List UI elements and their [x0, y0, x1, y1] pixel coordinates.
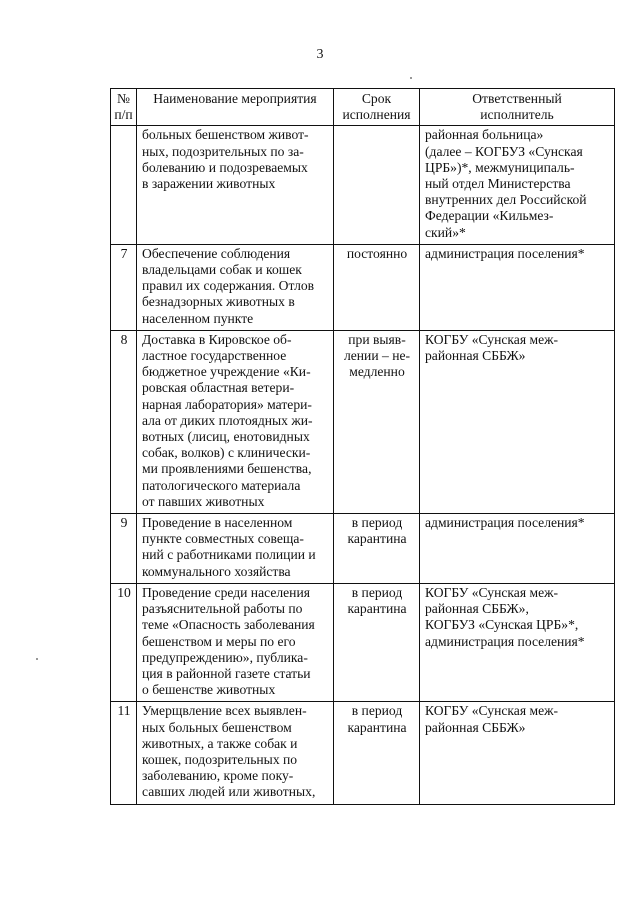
table-row: [111, 244, 615, 330]
measure-name-cell-line: животных, а также собак и: [142, 735, 298, 751]
table-row: [111, 583, 615, 701]
term-cell-line: в период: [351, 515, 403, 531]
executor-cell-line: районная СББЖ»: [425, 348, 526, 364]
measure-name-cell-line: в заражении животных: [142, 176, 276, 192]
term-cell-line: медленно: [349, 364, 405, 380]
table-row: [111, 330, 615, 513]
measure-name-cell-line: Доставка в Кировское об-: [142, 331, 292, 347]
measure-name-cell-line: нарная лаборатория» матери-: [142, 396, 312, 412]
executor-cell-line: КОГБУ «Сунская меж-: [425, 331, 559, 347]
measure-name-cell-line: Проведение в населенном: [142, 515, 293, 531]
term-cell: [334, 330, 420, 513]
term-cell: [334, 244, 420, 330]
executor-cell-line: (далее – КОГБУЗ «Сунская: [425, 143, 583, 159]
term-cell-line: карантина: [347, 531, 407, 547]
measure-name-cell-line: бюджетное учреждение «Ки-: [142, 364, 311, 380]
executor-cell: [420, 583, 615, 701]
header-term: Срок исполнения: [334, 89, 420, 126]
executor-cell: [420, 514, 615, 584]
executor-cell-line: ный отдел Министерства: [425, 176, 571, 192]
term-cell: [334, 702, 420, 804]
measure-name-cell: [137, 330, 334, 513]
measure-name-cell: [137, 583, 334, 701]
measure-name-cell-line: коммунального хозяйства: [142, 563, 291, 579]
executor-cell-line: районная больница»: [425, 127, 544, 143]
table-row: [111, 702, 615, 804]
measure-name-cell: [137, 514, 334, 584]
measure-name-cell-line: ных, подозрительных по за-: [142, 143, 304, 159]
measure-name-cell-line: ластное государственное: [142, 348, 287, 364]
executor-cell: [420, 330, 615, 513]
term-cell-line: в период: [351, 584, 403, 600]
measure-name-cell-line: Умерщвление всех выявлен-: [142, 703, 307, 719]
measure-name-cell-line: владельцами собак и кошек: [142, 262, 302, 278]
term-cell-line: карантина: [347, 719, 407, 735]
executor-cell-line: администрация поселения*: [425, 245, 585, 261]
measure-name-cell-line: о бешенстве животных: [142, 682, 276, 698]
term-cell-line: в период: [351, 703, 403, 719]
term-cell: [334, 514, 420, 584]
measure-name-cell-line: заболеванию, кроме поку-: [142, 768, 294, 784]
measure-name-cell-line: Обеспечение соблюдения: [142, 245, 291, 261]
measures-table: [110, 88, 615, 805]
measure-name-cell: [137, 126, 334, 244]
executor-cell-line: администрация поселения*: [425, 515, 585, 531]
measure-name-cell-line: от павших животных: [142, 493, 265, 509]
term-cell-line: лении – не-: [343, 348, 411, 364]
row-number: 7: [111, 244, 137, 330]
header-number: № п/п: [111, 89, 137, 126]
table-row: [111, 126, 615, 244]
term-cell: [334, 583, 420, 701]
executor-cell-line: ский»*: [425, 224, 466, 240]
executor-cell-line: районная СББЖ»,: [425, 601, 529, 617]
measure-name-cell-line: ровская областная ветери-: [142, 380, 295, 396]
row-number: 9: [111, 514, 137, 584]
row-number: 8: [111, 330, 137, 513]
table-body: [111, 126, 615, 804]
executor-cell: [420, 244, 615, 330]
measure-name-cell-line: пункте совместных совеща-: [142, 531, 304, 547]
scan-speck: [36, 658, 38, 660]
executor-cell-line: районная СББЖ»: [425, 719, 526, 735]
executor-cell-line: КОГБУ «Сунская меж-: [425, 703, 559, 719]
row-number: 11: [111, 702, 137, 804]
measure-name-cell-line: Проведение среди населения: [142, 584, 310, 600]
measure-name-cell-line: безнадзорных животных в: [142, 294, 295, 310]
measure-name-cell-line: ми проявлениями бешенства,: [142, 461, 312, 477]
table-row: [111, 514, 615, 584]
measure-name-cell-line: правил их содержания. Отлов: [142, 278, 315, 294]
measure-name-cell-line: разъяснительной работы по: [142, 601, 303, 617]
measure-name-cell-line: бешенством и меры по его: [142, 633, 296, 649]
row-number: [111, 126, 137, 244]
header-measure-name: Наименование мероприятия: [137, 89, 334, 126]
table-header-row: [111, 89, 615, 126]
executor-cell-line: внутренних дел Российской: [425, 192, 587, 208]
term-cell-line: при выяв-: [348, 331, 406, 347]
measure-name-cell-line: ний с работниками полиции и: [142, 547, 316, 563]
executor-cell-line: ЦРБ»)*, межмуниципаль-: [425, 159, 575, 175]
measure-name-cell-line: ных больных бешенством: [142, 719, 292, 735]
measure-name-cell-line: ала от диких плотоядных жи-: [142, 412, 313, 428]
measure-name-cell-line: собак, волков) с клинически-: [142, 445, 311, 461]
measure-name-cell-line: болеванию и подозреваемых: [142, 159, 308, 175]
executor-cell: [420, 702, 615, 804]
measure-name-cell-line: ция в районной газете статьи: [142, 665, 311, 681]
executor-cell-line: КОГБУЗ «Сунская ЦРБ»*,: [425, 617, 579, 633]
executor-cell-line: администрация поселения*: [425, 633, 585, 649]
executor-cell: [420, 126, 615, 244]
measure-name-cell-line: патологического материала: [142, 477, 301, 493]
executor-cell-line: КОГБУ «Сунская меж-: [425, 584, 559, 600]
measure-name-cell-line: теме «Опасность заболевания: [142, 617, 315, 633]
term-cell: [334, 126, 420, 244]
term-cell-line: постоянно: [346, 245, 408, 261]
row-number: 10: [111, 583, 137, 701]
measure-name-cell-line: савших людей или животных,: [142, 784, 316, 800]
term-cell-line: карантина: [347, 601, 407, 617]
scan-speck: [410, 77, 412, 79]
measure-name-cell-line: больных бешенством живот-: [142, 127, 309, 143]
measure-name-cell-line: кошек, подозрительных по: [142, 751, 298, 767]
measure-name-cell: [137, 702, 334, 804]
page-number: 3: [316, 47, 324, 62]
measure-name-cell-line: предупреждению», публика-: [142, 649, 308, 665]
measure-name-cell: [137, 244, 334, 330]
measure-name-cell-line: населенном пункте: [142, 310, 254, 326]
measure-name-cell-line: вотных (лисиц, енотовидных: [142, 429, 310, 445]
header-executor: Ответственный исполнитель: [420, 89, 615, 126]
executor-cell-line: Федерации «Кильмез-: [425, 208, 554, 224]
